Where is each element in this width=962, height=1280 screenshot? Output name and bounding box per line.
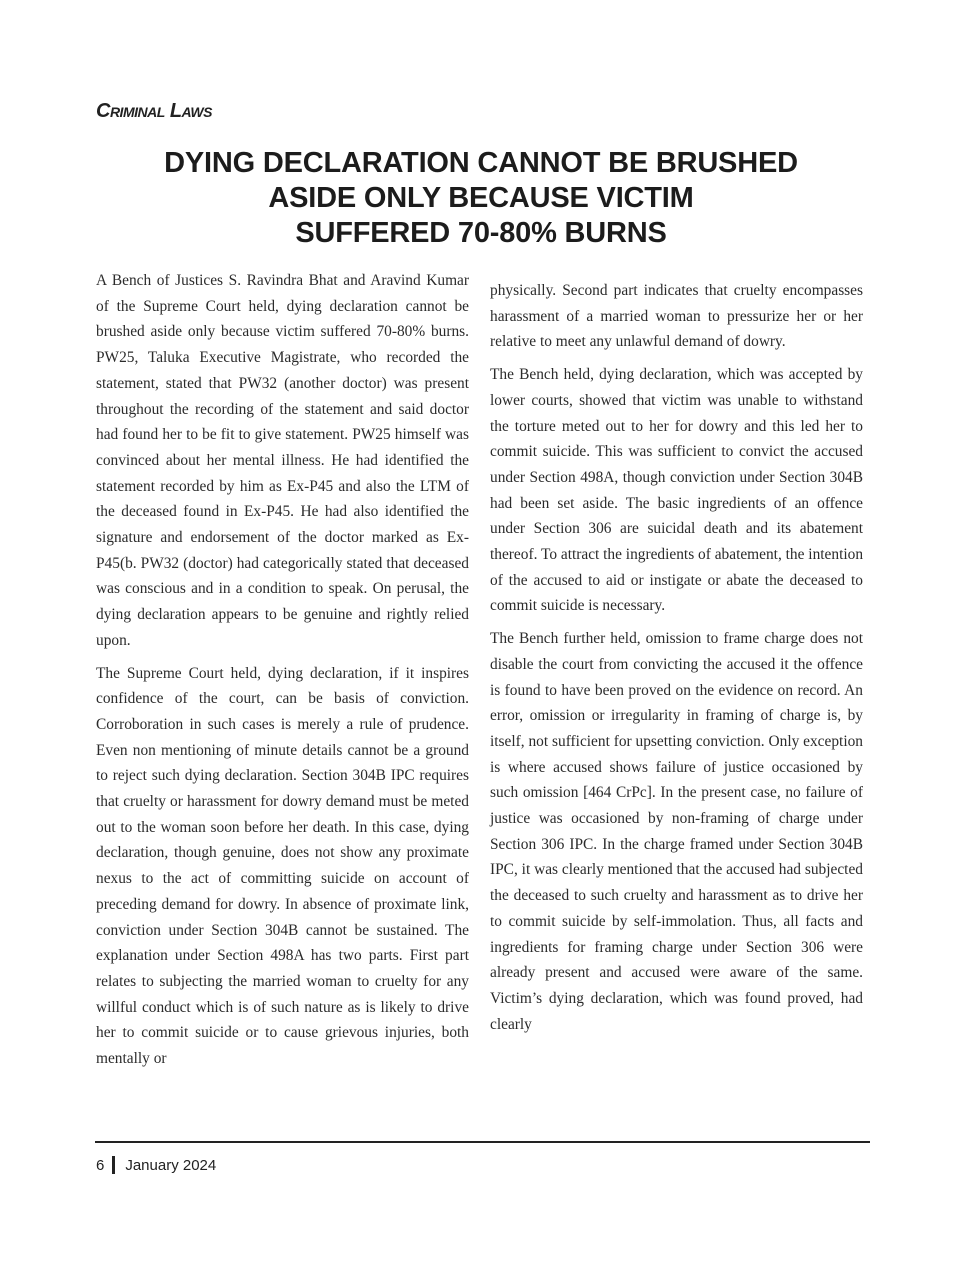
paragraph: The Bench further held, omission to frame charge does not disable the court from convicting the accused it the offence is found to have been proved on the evidence on record. An error, omission or irregularity in framing of charge is, by itself, not sufficient for upsetting conviction. Only exception is where accused shows failure of justice occasioned by such omission [464 CrPc]. In the present case, no failure of justice was occasioned by non-framing of charge under Section 306 IPC. In the charge framed under Section 304B IPC, it was clearly mentioned that the accused had subjected the deceased to such cruelty and harassment as to drive her to commit suicide by self-immolation. Thus, all facts and ingredients for framing charge under Section 306 were already present and accused were aware of the same. Victim’s dying declaration, which was found proved, had clearly <box>490 630 863 1033</box>
paragraph: The Bench held, dying declaration, which was accepted by lower courts, showed that victim was unable to withstand the torture meted out to her for dowry and this led her to commit suicide. This was sufficient to convict the accused under Section 498A, though conviction under Section 304B had been set aside. The basic ingredients of an offence under Section 306 are suicidal death and its abatement thereof. To attract the ingredients of abatement, the intention of the accused to aid or instigate or abate the deceased to commit suicide is necessary. <box>490 366 864 615</box>
footer-separator <box>112 1156 115 1174</box>
headline-line-1: DYING DECLARATION CANNOT BE BRUSHED <box>164 147 798 179</box>
paragraph: A Bench of Justices S. Ravindra Bhat and Aravind Kumar of the Supreme Court held, dying declaration cannot be brushed aside only because victim suffered 70-80% burns. PW25, Taluka Executive Magistrate, who recorded the statement, stated that PW32 (another doctor) was present throughout the recording of the statement and said doctor had found her to be fit to give statement. PW25 himself was convinced about her mental illness. He had identified the statement recorded by him as Ex-P45 and also the LTM of the deceased found in Ex-P45. He had also identified the signature and endorsement of the doctor marked as Ex-P45(b. PW32 (doctor) had categorically stated that deceased was conscious and in a condition to speak. On perusal, the dying declaration appears to be genuine and rightly relied upon. <box>96 272 469 649</box>
section-label: Criminal Laws <box>96 100 212 122</box>
article-headline <box>96 146 866 251</box>
paragraph: physically. Second part indicates that cruelty encompasses harassment of a married woman to pressurize her or her relative to meet any unlawful demand of dowry. <box>490 282 863 351</box>
left-column <box>96 268 469 1079</box>
right-column <box>490 278 863 1044</box>
page-number: 6 <box>96 1156 105 1174</box>
page-footer <box>96 1156 216 1174</box>
headline-line-2: ASIDE ONLY BECAUSE VICTIM <box>268 182 694 214</box>
headline-line-3: SUFFERED 70-80% BURNS <box>295 217 667 249</box>
paragraph: The Supreme Court held, dying declaration, if it inspires confidence of the court, can be basis of conviction. Corroboration in such cases is merely a rule of prudence. Even non mentioning of minute details cannot be a ground to reject such dying declaration. Section 304B IPC requires that cruelty or harassment for dowry demand must be meted out to the woman soon before her death. In this case, dying declaration, though genuine, does not show any proximate nexus to the act of committing suicide on account of preceding demand for dowry. In absence of proximate link, conviction under Section 304B cannot be sustained. The explanation under Section 498A has two parts. First part relates to subjecting the married woman to cruelty for any willful conduct which is of such nature as is likely to drive her to commit suicide or to cause grievous injuries, both mentally or <box>96 664 469 1068</box>
footer-divider <box>95 1141 870 1143</box>
issue-date: January 2024 <box>125 1156 217 1174</box>
